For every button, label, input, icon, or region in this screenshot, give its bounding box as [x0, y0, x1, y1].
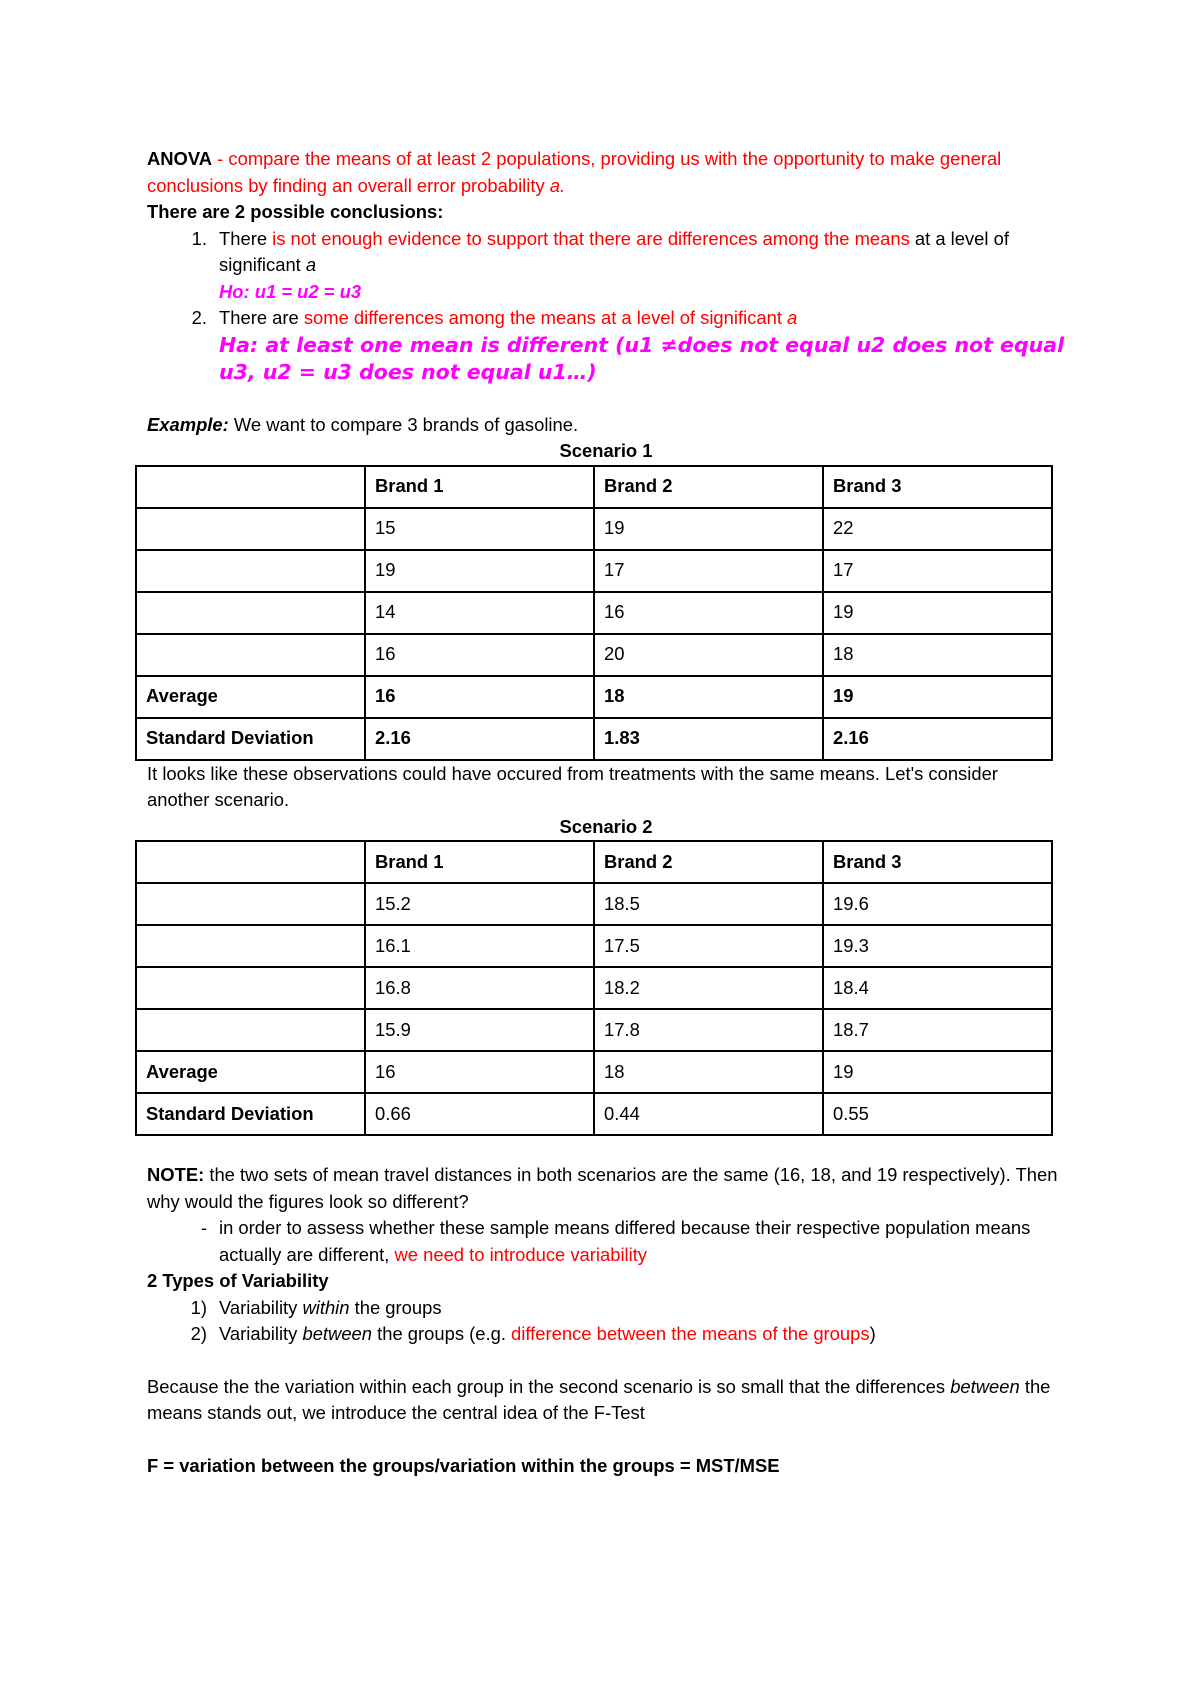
table-row — [136, 592, 1052, 634]
table-row — [136, 550, 1052, 592]
table-row — [136, 967, 1052, 1009]
table-cell: Average — [136, 676, 365, 718]
scenario1-title: Scenario 1 — [559, 440, 653, 461]
table-cell: 16.1 — [365, 925, 594, 967]
scenario1-table — [135, 465, 1053, 761]
table-cell: Brand 3 — [823, 841, 1052, 883]
table-cell: Standard Deviation — [136, 718, 365, 760]
table-cell: 2.16 — [365, 718, 594, 760]
table-cell: Standard Deviation — [136, 1093, 365, 1135]
table-cell: Brand 2 — [594, 466, 823, 508]
anova-def-text: compare the means of at least 2 populations, providing us with the opportunity to make general conclusions by finding an overall error probability — [147, 148, 1002, 196]
table-cell: 16.8 — [365, 967, 594, 1009]
conclusion-1: 1. There is not enough evidence to support that there are differences among the means at a level of significant a Ho: u1 = u2 = u3 — [147, 226, 1065, 306]
table-cell: 20 — [594, 634, 823, 676]
table-cell — [136, 634, 365, 676]
because-paragraph: Because the the variation within each group in the second scenario is so small that the differences between the means stands out, we introduce the central idea of the F-Test — [147, 1375, 1051, 1423]
null-hypothesis: Ho: u1 = u2 = u3 — [219, 280, 362, 302]
table-cell: 22 — [823, 508, 1052, 550]
table-cell: 17 — [594, 550, 823, 592]
table-cell: Brand 3 — [823, 466, 1052, 508]
table-cell: 18.4 — [823, 967, 1052, 1009]
average-row — [136, 676, 1052, 718]
table-cell — [136, 967, 365, 1009]
table-row — [136, 1009, 1052, 1051]
table-cell — [136, 925, 365, 967]
variability-2: 2) Variability between the groups (e.g. difference between the means of the groups) — [190, 1323, 876, 1344]
table-cell: 19 — [365, 550, 594, 592]
conclusion-2: 2. There are some differences among the means at a level of significant a Ha: at least one mean is different (u1 ≠does not equal u2 does not equal u3, u2 = u3 does not equal u1…) — [191, 307, 1065, 384]
table-cell: 17.5 — [594, 925, 823, 967]
stdev-row — [136, 1093, 1052, 1135]
variability-heading: 2 Types of Variability — [147, 1270, 329, 1291]
table-cell: 16 — [365, 1051, 594, 1093]
table-header-row — [136, 841, 1052, 883]
document-page — [147, 146, 1065, 1479]
anova-definition: ANOVA - compare the means of at least 2 populations, providing us with the opportunity to make general conclusions by finding an overall error probability a. — [147, 148, 1002, 196]
table-cell: 19.6 — [823, 883, 1052, 925]
table-cell: Brand 1 — [365, 841, 594, 883]
table-cell: 1.83 — [594, 718, 823, 760]
table-cell: 19 — [823, 1051, 1052, 1093]
table-cell — [136, 1009, 365, 1051]
table-cell — [136, 592, 365, 634]
between-text: It looks like these observations could have occured from treatments with the same means. Let's consider another scenario. — [147, 762, 998, 810]
average-row — [136, 1051, 1052, 1093]
table-cell — [136, 466, 365, 508]
table-cell: 19 — [823, 676, 1052, 718]
anova-term: ANOVA — [147, 148, 213, 169]
variability-1: 1) Variability within the groups — [190, 1296, 442, 1318]
table-cell: 18.5 — [594, 883, 823, 925]
scenario2-table — [135, 840, 1053, 1136]
alt-hypothesis: Ha: at least one mean is different (u1 ≠does not equal u2 does not equal u3, u2 = u3 does not equal u1…) — [219, 332, 1065, 384]
example-line: Example: We want to compare 3 brands of gasoline. — [147, 413, 579, 435]
table-cell: 0.55 — [823, 1093, 1052, 1135]
table-row — [136, 508, 1052, 550]
note-bullet: - in order to assess whether these sample means differed because their respective population means actually are different, we need to introduce variability — [200, 1217, 1031, 1265]
table-cell: 19 — [594, 508, 823, 550]
table-row — [136, 634, 1052, 676]
note-paragraph: NOTE: the two sets of mean travel distances in both scenarios are the same (16, 18, and 19 respectively). Then why would the figures look so different? — [147, 1164, 1058, 1212]
table-cell: 2.16 — [823, 718, 1052, 760]
table-cell: 15.9 — [365, 1009, 594, 1051]
table-cell — [136, 508, 365, 550]
table-cell: 15.2 — [365, 883, 594, 925]
table-cell: 17 — [823, 550, 1052, 592]
f-formula: F = variation between the groups/variation within the groups = MST/MSE — [147, 1454, 780, 1476]
stdev-row — [136, 718, 1052, 760]
table-cell: 16 — [365, 676, 594, 718]
table-cell: Average — [136, 1051, 365, 1093]
scenario2-title: Scenario 2 — [559, 815, 653, 837]
table-cell: 18.2 — [594, 967, 823, 1009]
table-cell: 0.66 — [365, 1093, 594, 1135]
table-cell: 15 — [365, 508, 594, 550]
table-row — [136, 883, 1052, 925]
table-cell: 18 — [823, 634, 1052, 676]
conclusions-heading: There are 2 possible conclusions: — [147, 201, 444, 222]
table-cell: 18 — [594, 1051, 823, 1093]
table-cell: 16 — [594, 592, 823, 634]
table-cell: 19 — [823, 592, 1052, 634]
table-cell — [136, 883, 365, 925]
table-cell: 0.44 — [594, 1093, 823, 1135]
table-cell: 19.3 — [823, 925, 1052, 967]
table-cell: 18.7 — [823, 1009, 1052, 1051]
table-cell: Brand 2 — [594, 841, 823, 883]
table-cell: 14 — [365, 592, 594, 634]
table-cell: 18 — [594, 676, 823, 718]
table-cell: Brand 1 — [365, 466, 594, 508]
table-header-row — [136, 466, 1052, 508]
table-cell — [136, 841, 365, 883]
table-row — [136, 925, 1052, 967]
table-cell — [136, 550, 365, 592]
table-cell: 17.8 — [594, 1009, 823, 1051]
table-cell: 16 — [365, 634, 594, 676]
